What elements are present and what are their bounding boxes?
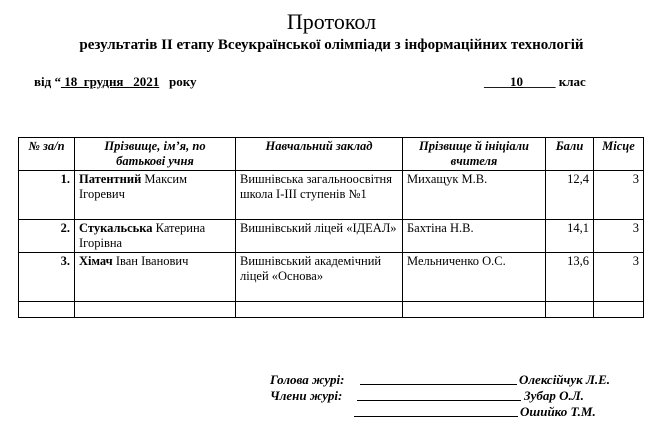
column-header: Прізвище й ініціали вчителя: [403, 138, 546, 171]
teacher-cell: Михащук М.В.: [403, 171, 546, 220]
student-given-names: Іван Іванович: [112, 254, 189, 268]
protocol-subtitle: результатів ІІ етапу Всеукраїнської олімпіади з інформаційних технологій: [79, 37, 584, 53]
empty-cell: [75, 302, 236, 318]
table-row: [19, 220, 644, 253]
jury-member-name: Зубар О.Л.: [524, 388, 584, 403]
head-signature-line: [360, 384, 517, 385]
row-number: 2.: [19, 220, 75, 253]
empty-cell: [546, 302, 594, 318]
teacher-cell: Бахтіна Н.В.: [403, 220, 546, 253]
table-row: [19, 253, 644, 302]
jury-members-label: Члени журі:: [270, 388, 343, 403]
row-number: 3.: [19, 253, 75, 302]
class-blank-right: _____: [523, 74, 556, 89]
date-value: 18 грудня 2021: [60, 74, 160, 89]
empty-cell: [19, 302, 75, 318]
score-cell: 13,6: [546, 253, 594, 302]
head-of-jury-name: Олексійчук Л.Е.: [519, 372, 611, 387]
place-cell: 3: [594, 171, 644, 220]
column-header: Навчальний заклад: [236, 138, 403, 171]
results-table: [18, 137, 644, 318]
teacher-cell: Мельниченко О.С.: [403, 253, 546, 302]
empty-cell: [594, 302, 644, 318]
school-cell: Вишнівська загальноосвітня школа І-ІІІ ступенів №1: [236, 171, 403, 220]
class-line: [484, 74, 586, 90]
class-label: клас: [555, 74, 586, 89]
column-header: Прізвище, ім’я, по батькові учня: [75, 138, 236, 171]
column-header: Місце: [594, 138, 644, 171]
head-of-jury-label: Голова журі:: [270, 372, 345, 387]
table-row: [19, 171, 644, 220]
protocol-title: Протокол: [286, 9, 377, 34]
school-cell: Вишнівський академічний ліцей «Основа»: [236, 253, 403, 302]
class-value: 10: [510, 74, 523, 89]
date-suffix: року: [159, 74, 197, 89]
jury-member-name: Ошийко Т.М.: [520, 404, 596, 419]
member2-signature-line: [354, 416, 518, 417]
school-cell: Вишнівський ліцей «ІДЕАЛ»: [236, 220, 403, 253]
student-given-names: Катерина Ігорівна: [79, 221, 206, 250]
student-name: [75, 253, 236, 302]
student-surname: Хімач: [79, 254, 113, 268]
place-cell: 3: [594, 220, 644, 253]
place-cell: 3: [594, 253, 644, 302]
date-line: [34, 74, 197, 90]
table-header-row: [19, 138, 644, 171]
column-header: № за/п: [19, 138, 75, 171]
student-name: [75, 220, 236, 253]
date-prefix: від “: [34, 74, 61, 89]
score-cell: 12,4: [546, 171, 594, 220]
column-header: Бали: [546, 138, 594, 171]
empty-cell: [236, 302, 403, 318]
row-number: 1.: [19, 171, 75, 220]
student-given-names: Максим Ігоревич: [79, 172, 187, 201]
table-row-empty: [19, 302, 644, 318]
score-cell: 14,1: [546, 220, 594, 253]
student-name: [75, 171, 236, 220]
member1-signature-line: [357, 400, 521, 401]
student-surname: Стукальська: [79, 221, 153, 235]
empty-cell: [403, 302, 546, 318]
class-blank-left: ____: [484, 74, 510, 89]
student-surname: Патентний: [79, 172, 142, 186]
